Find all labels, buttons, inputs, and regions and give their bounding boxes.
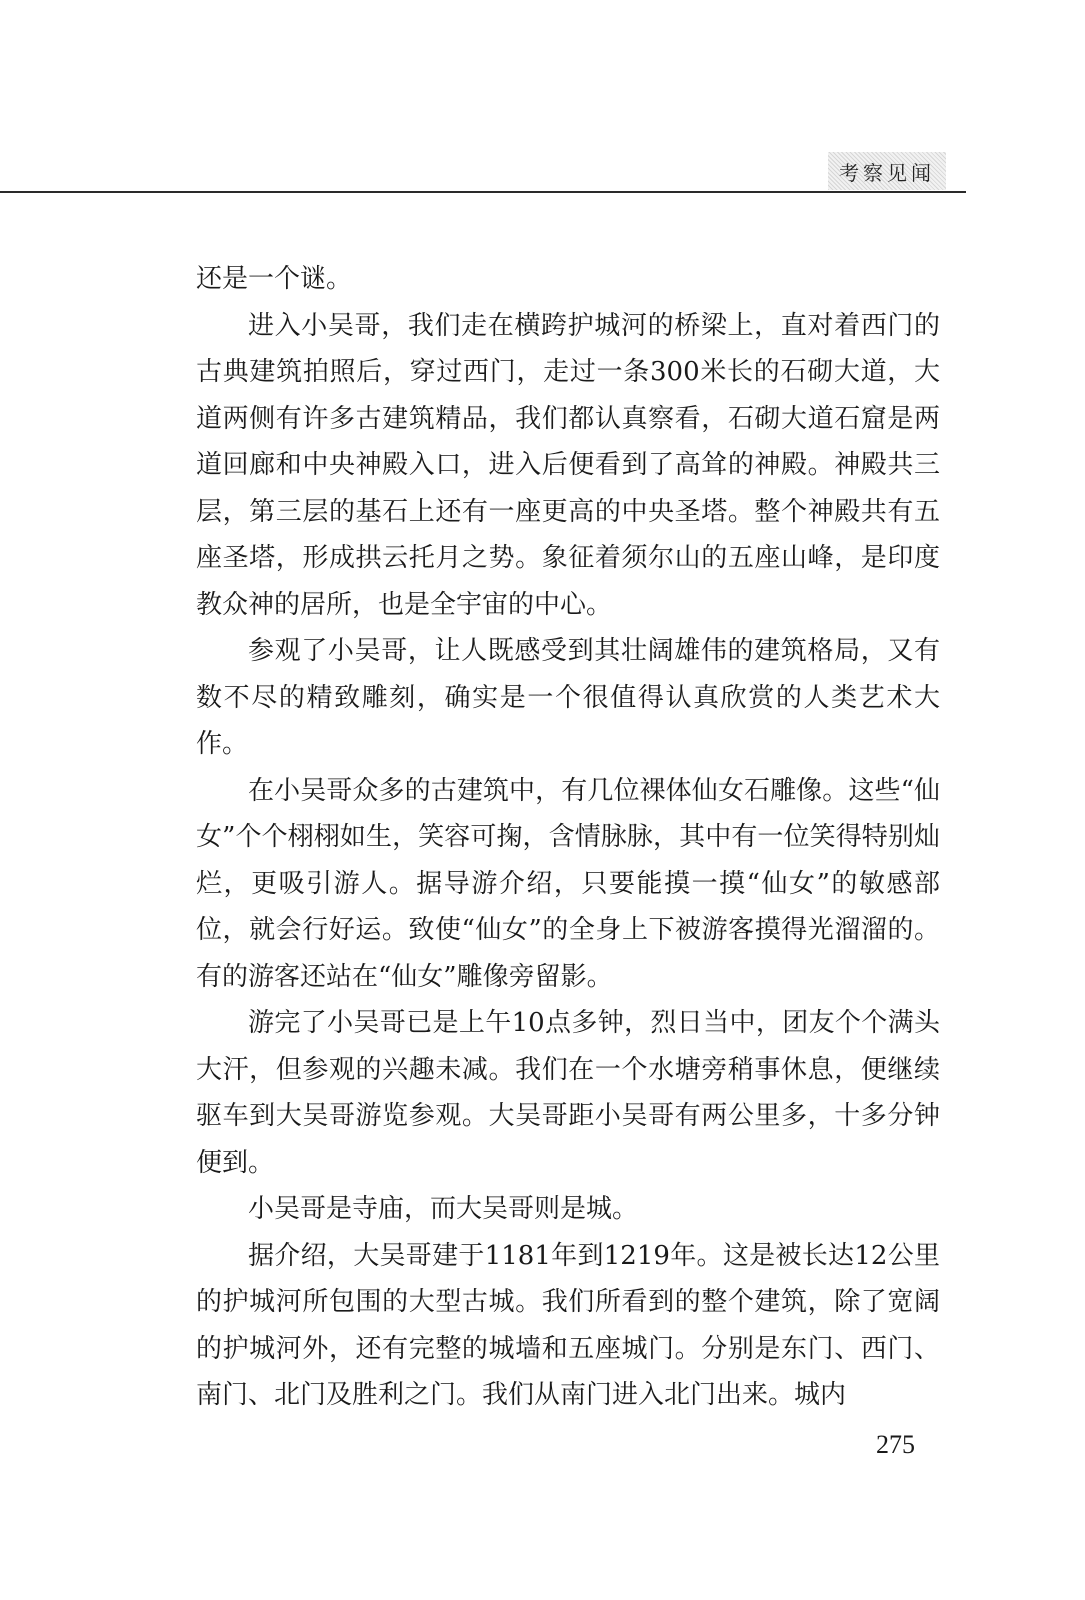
paragraph-2: 进入小吴哥，我们走在横跨护城河的桥梁上，直对着西门的古典建筑拍照后，穿过西门，走过一条300米长的石砌大道，大道两侧有许多古建筑精品，我们都认真察看，石砌大道石窟是两道回廊和中央神殿入口，进入后便看到了高耸的神殿。神殿共三层，第三层的基石上还有一座更高的中央圣塔。整个神殿共有五座圣塔，形成拱云托月之势。象征着须尔山的五座山峰，是印度教众神的居所，也是全宇宙的中心。 xyxy=(196,310,940,620)
section-header-label: 考察见闻 xyxy=(828,152,946,190)
paragraph-3: 参观了小吴哥，让人既感受到其壮阔雄伟的建筑格局，又有数不尽的精致雕刻，确实是一个很值得认真欣赏的人类艺术大作。 xyxy=(196,636,940,759)
paragraph-4: 在小吴哥众多的古建筑中，有几位裸体仙女石雕像。这些“仙女”个个栩栩如生，笑容可掬，含情脉脉，其中有一位笑得特别灿烂，更吸引游人。据导游介绍，只要能摸一摸“仙女”的敏感部位，就会行好运。致使“仙女”的全身上下被游客摸得光溜溜的。有的游客还站在“仙女”雕像旁留影。 xyxy=(196,775,940,992)
header-divider xyxy=(0,191,966,193)
paragraph-7: 据介绍，大吴哥建于1181年到1219年。这是被长达12公里的护城河所包围的大型古城。我们所看到的整个建筑，除了宽阔的护城河外，还有完整的城墙和五座城门。分别是东门、西门、南门、北门及胜利之门。我们从南门进入北门出来。城内 xyxy=(196,1240,940,1410)
paragraph-1: 还是一个谜。 xyxy=(196,264,353,294)
page-number: 275 xyxy=(876,1430,915,1459)
paragraph-6: 小吴哥是寺庙，而大吴哥则是城。 xyxy=(248,1194,639,1224)
paragraph-5: 游完了小吴哥已是上午10点多钟，烈日当中，团友个个满头大汗，但参观的兴趣未减。我们在一个水塘旁稍事休息，便继续驱车到大吴哥游览参观。大吴哥距小吴哥有两公里多，十多分钟便到。 xyxy=(196,1008,940,1178)
body-text xyxy=(196,256,940,1419)
